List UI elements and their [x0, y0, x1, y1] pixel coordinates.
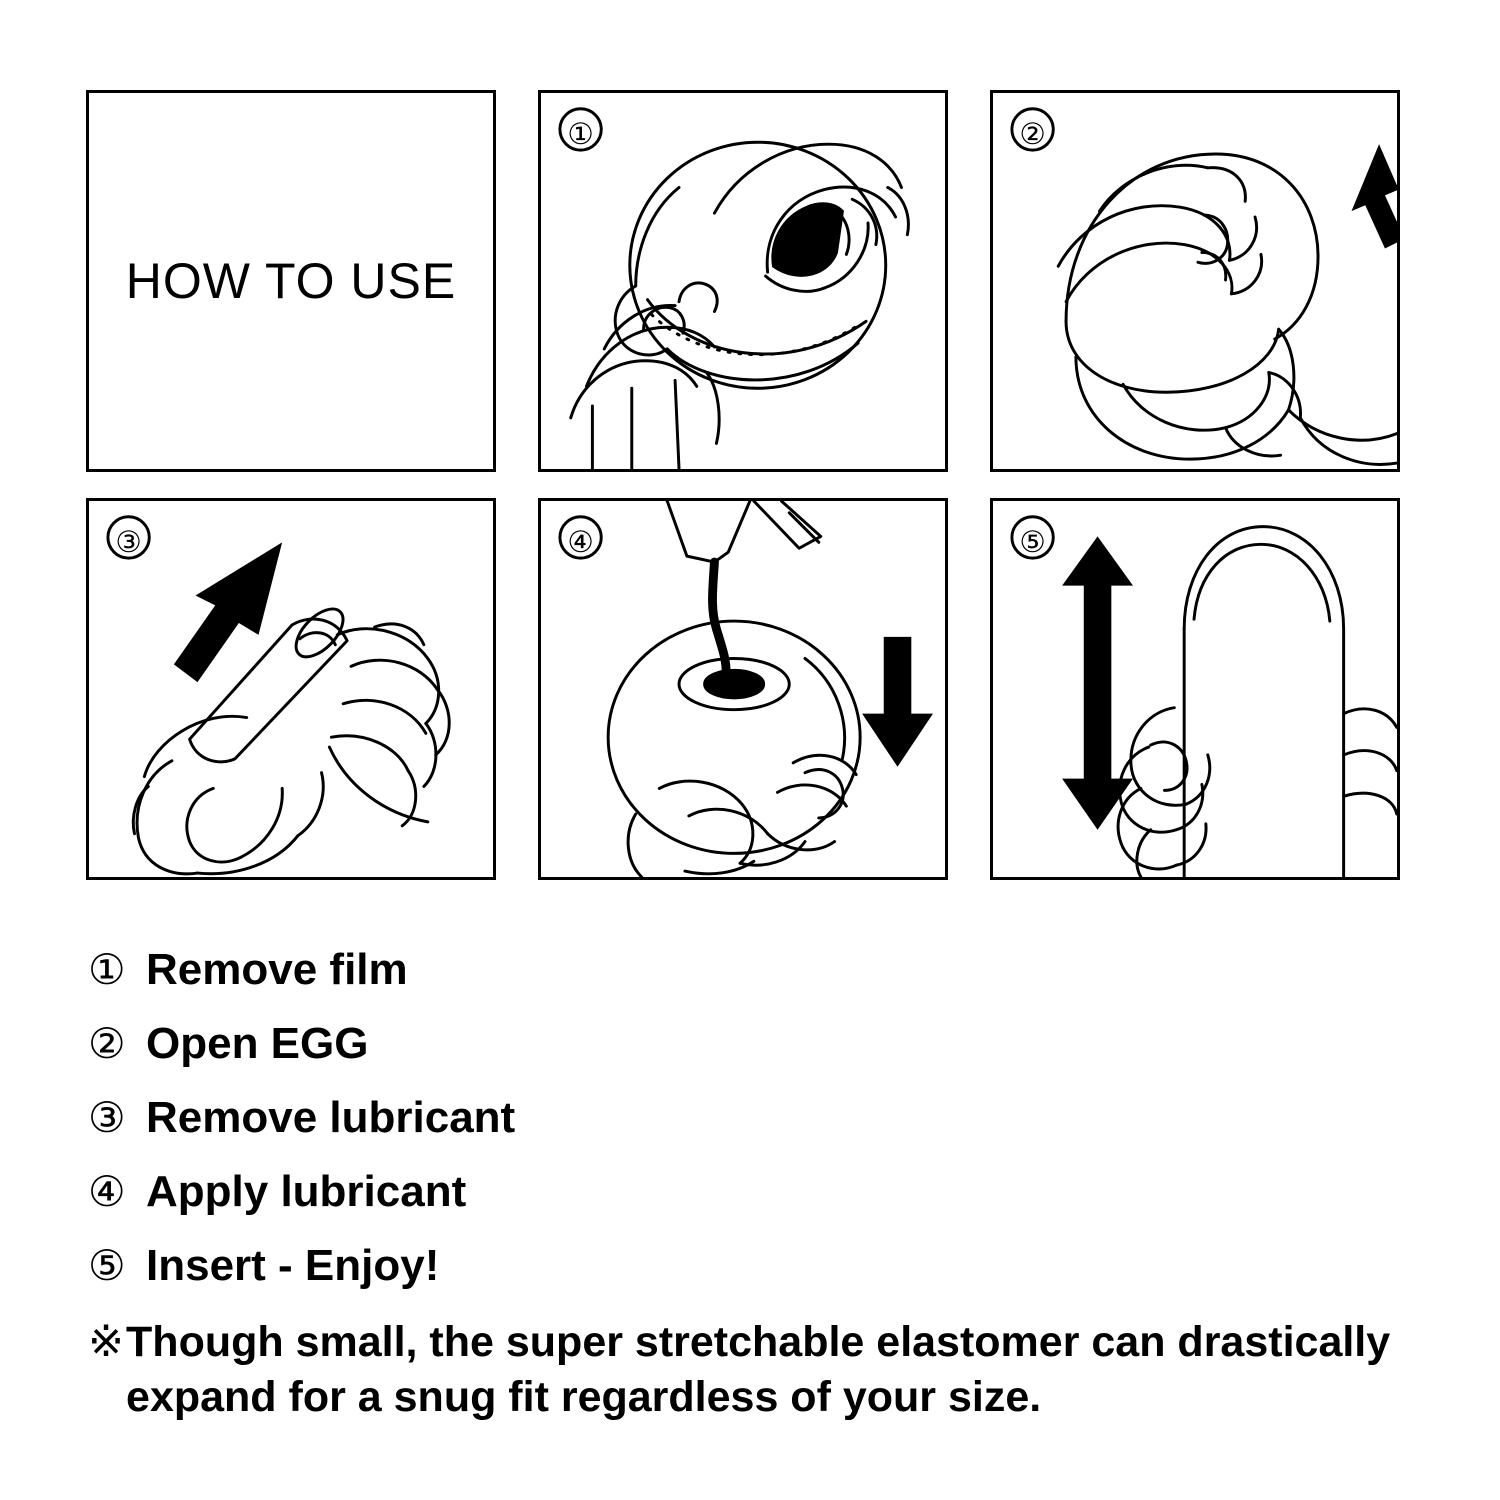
caption-item-3: [88, 1093, 1428, 1143]
caption-text-1: Remove film: [146, 945, 408, 994]
step-5-number: ⑤: [1019, 526, 1046, 560]
step-1-illustration: [541, 93, 945, 469]
step-5-panel: [990, 498, 1400, 880]
caption-item-5: [88, 1241, 1428, 1291]
caption-mark-1: ①: [88, 946, 126, 993]
step-5-illustration: [993, 501, 1397, 877]
title-panel: [86, 90, 496, 472]
footnote: [88, 1315, 1428, 1425]
caption-item-4: [88, 1167, 1428, 1217]
step-2-panel: [990, 90, 1400, 472]
footnote-mark: ※: [88, 1318, 125, 1366]
step-3-number: ③: [115, 526, 142, 560]
step-2-number: ②: [1019, 118, 1046, 152]
caption-list: [88, 945, 1428, 1425]
step-4-number: ④: [567, 526, 594, 560]
caption-mark-4: ④: [88, 1168, 126, 1215]
caption-mark-2: ②: [88, 1020, 126, 1067]
caption-mark-5: ⑤: [88, 1242, 126, 1289]
step-4-panel: [538, 498, 948, 880]
step-4-illustration: [541, 501, 945, 877]
panel-grid: [86, 90, 1401, 880]
caption-text-2: Open EGG: [146, 1019, 369, 1068]
step-1-panel: [538, 90, 948, 472]
caption-item-1: [88, 945, 1428, 995]
caption-text-4: Apply lubricant: [146, 1167, 467, 1216]
caption-mark-3: ③: [88, 1094, 126, 1141]
step-1-number: ①: [567, 118, 594, 152]
caption-text-5: Insert - Enjoy!: [146, 1241, 440, 1290]
step-3-panel: [86, 498, 496, 880]
caption-text-3: Remove lubricant: [146, 1093, 516, 1142]
step-3-illustration: [89, 501, 493, 877]
step-2-illustration: [993, 93, 1397, 469]
caption-item-2: [88, 1019, 1428, 1069]
footnote-text: Though small, the super stretchable elastomer can drastically expand for a snug fit regardless of your size.: [126, 1318, 1391, 1422]
page-title: HOW TO USE: [125, 253, 457, 309]
